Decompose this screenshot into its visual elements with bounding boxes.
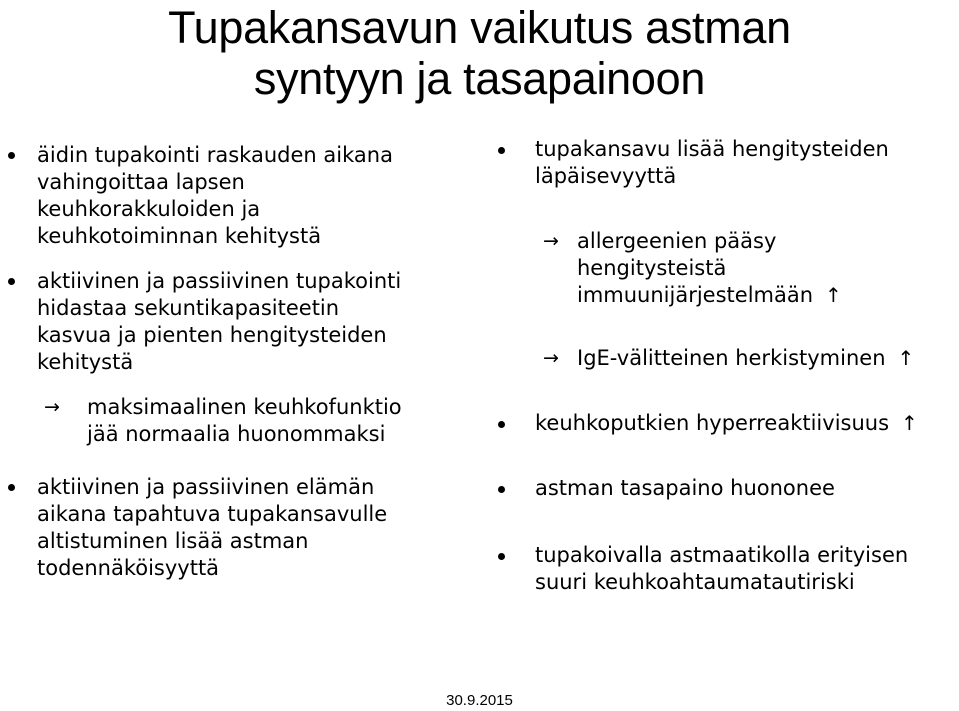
right-sub-item-1 [495,228,955,309]
right-arrow-icon: → [543,230,559,252]
bullet-icon [8,152,15,159]
left-bullet-item-3 [8,474,463,582]
slide-title-line-2: syntyyn ja tasapainoon [253,53,706,104]
right-bullet-item-3 [495,475,955,502]
left-sub-text: maksimaalinen keuhkofunktio jää normaalia huonommaksi [87,395,402,446]
right-bullet-text-3: astman tasapaino huononee [535,476,835,500]
right-bullet-text-4: tupakoivalla astmaatikolla erityisen suuri keuhkoahtaumatautiriski [535,543,909,594]
left-bullet-text-1: äidin tupakointi raskauden aikana vahingoittaa lapsen keuhkorakkuloiden ja keuhkotoiminnan kehitystä [37,143,393,248]
right-sub-item-2 [495,345,955,372]
left-bullet-text-2: aktiivinen ja passiivinen tupakointi hidastaa sekuntikapasiteetin kasvua ja pienten hengitysteiden kehitystä [37,269,402,374]
left-column [8,142,463,582]
right-sub-text-2: IgE-välitteinen herkistyminen ↑ [577,346,915,370]
up-arrow-icon: ↑ [897,346,915,370]
bullet-icon [8,278,15,285]
slide-title-line-1: Tupakansavun vaikutus astman [168,2,791,53]
left-bullet-item-1 [8,142,463,250]
right-bullet-text-2: keuhkoputkien hyperreaktiivisuus ↑ [535,411,918,435]
up-arrow-icon: ↑ [901,411,918,435]
right-arrow-icon: → [543,347,559,369]
bullet-icon [498,147,505,154]
right-sub-text-1: allergeenien pääsy hengitysteistä immuunijärjestelmään ↑ [577,229,842,307]
right-column [495,136,955,596]
bullet-icon [498,553,505,560]
bullet-icon [498,421,505,428]
bullet-icon [8,484,15,491]
right-bullet-text-1: tupakansavu lisää hengitysteiden läpäisevyyttä [535,137,889,188]
slide-title [0,2,959,104]
right-arrow-icon: → [44,396,60,418]
bullet-icon [498,486,505,493]
left-bullet-text-3: aktiivinen ja passiivinen elämän aikana tapahtuva tupakansavulle altistuminen lisää astman todennäköisyyttä [37,475,388,580]
right-bullet-item-4 [495,542,955,596]
up-arrow-icon: ↑ [825,283,842,307]
left-sub-item [8,394,463,448]
right-bullet-item-1 [495,136,955,190]
left-bullet-item-2 [8,268,463,376]
right-bullet-item-2 [495,410,955,437]
footer-date: 30.9.2015 [446,692,513,709]
